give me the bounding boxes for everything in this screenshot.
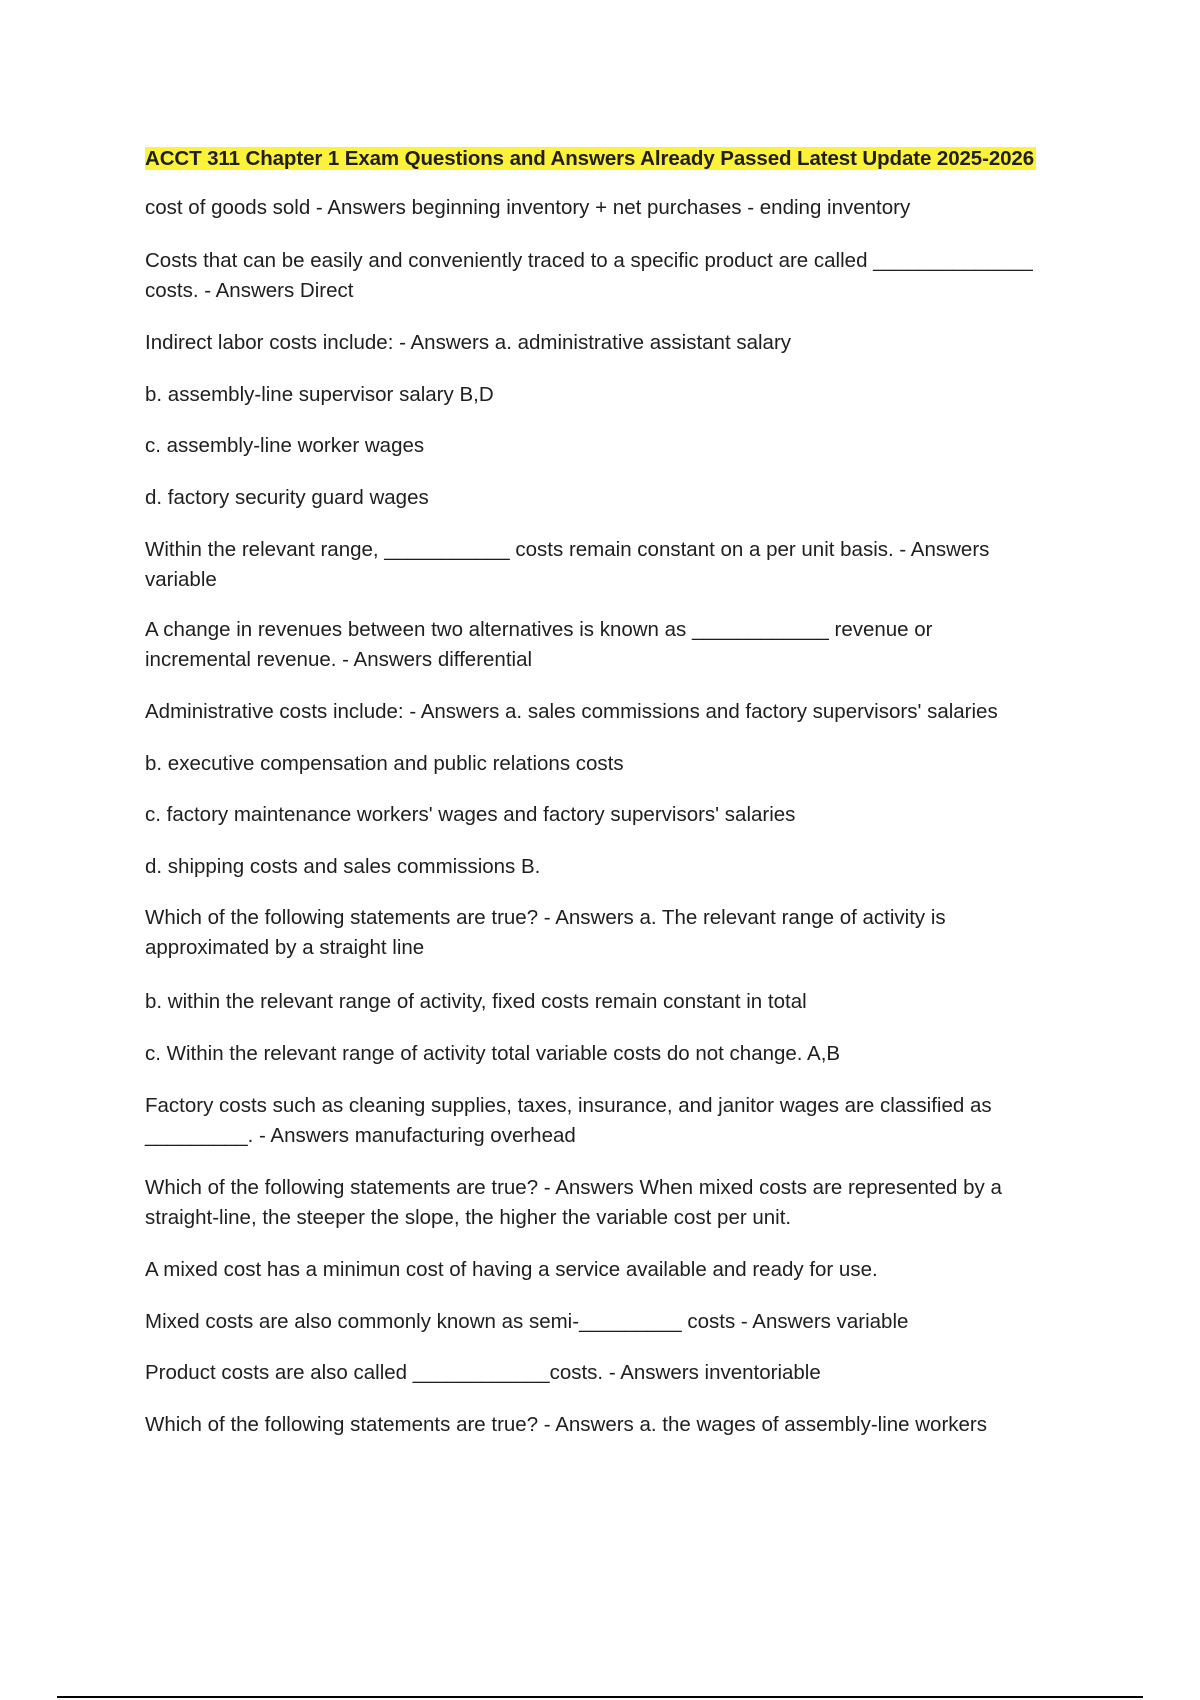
paragraph-line: variable	[145, 568, 217, 591]
paragraph-line: Product costs are also called ____________costs. - Answers inventoriable	[145, 1361, 821, 1384]
paragraph-line: Indirect labor costs include: - Answers a. administrative assistant salary	[145, 331, 792, 354]
paragraph-line: Costs that can be easily and conveniently traced to a specific product are called ______________	[145, 249, 1033, 272]
qa-option-line	[145, 749, 1085, 779]
paragraph-line: straight-line, the steeper the slope, the higher the variable cost per unit.	[145, 1206, 792, 1229]
paragraph-line: b. executive compensation and public relations costs	[145, 752, 624, 775]
document-title	[145, 145, 1036, 173]
qa-paragraph-true-statements-1	[145, 903, 1085, 963]
paragraph-line: costs. - Answers Direct	[145, 279, 354, 302]
qa-paragraph-direct-costs	[145, 246, 1085, 306]
paragraph-line: d. factory security guard wages	[145, 486, 429, 509]
paragraph-line: b. within the relevant range of activity, fixed costs remain constant in total	[145, 990, 807, 1013]
paragraph-line: Which of the following statements are true? - Answers a. the wages of assembly-line workers	[145, 1413, 988, 1436]
qa-paragraph-true-statements-3	[145, 1410, 1085, 1440]
qa-option-line	[145, 380, 1085, 410]
qa-paragraph-cogs	[145, 193, 1085, 223]
qa-option-line	[145, 483, 1085, 513]
qa-paragraph-factory-costs	[145, 1091, 1085, 1151]
paragraph-line: c. factory maintenance workers' wages and factory supervisors' salaries	[145, 803, 796, 826]
qa-option-line	[145, 987, 1085, 1017]
paragraph-line: A change in revenues between two alternatives is known as ____________ revenue or	[145, 618, 933, 641]
paragraph-line: c. assembly-line worker wages	[145, 434, 425, 457]
qa-paragraph-product-costs	[145, 1358, 1085, 1388]
qa-paragraph-administrative-costs	[145, 697, 1085, 727]
paragraph-line: Within the relevant range, ___________ costs remain constant on a per unit basis. - Answers	[145, 538, 990, 561]
qa-option-line	[145, 800, 1085, 830]
paragraph-line: Factory costs such as cleaning supplies, taxes, insurance, and janitor wages are classified as	[145, 1094, 992, 1117]
qa-paragraph-relevant-range	[145, 535, 1085, 595]
paragraph-line: Administrative costs include: - Answers a. sales commissions and factory supervisors' salaries	[145, 700, 998, 723]
paragraph-line: Mixed costs are also commonly known as semi-_________ costs - Answers variable	[145, 1310, 909, 1333]
paragraph-line: c. Within the relevant range of activity total variable costs do not change. A,B	[145, 1042, 841, 1065]
paragraph-line: cost of goods sold - Answers beginning inventory + net purchases - ending inventory	[145, 196, 911, 219]
qa-paragraph-differential-revenue	[145, 615, 1085, 675]
paragraph-line: b. assembly-line supervisor salary B,D	[145, 383, 494, 406]
paragraph-line: d. shipping costs and sales commissions B.	[145, 855, 541, 878]
qa-option-line	[145, 431, 1085, 461]
footer-rule	[57, 1696, 1143, 1698]
qa-option-line	[145, 852, 1085, 882]
paragraph-line: A mixed cost has a minimun cost of having a service available and ready for use.	[145, 1258, 878, 1281]
paragraph-line: incremental revenue. - Answers differential	[145, 648, 533, 671]
document-title-highlight: ACCT 311 Chapter 1 Exam Questions and Answers Already Passed Latest Update 2025-2026	[145, 147, 1035, 170]
qa-paragraph-indirect-labor	[145, 328, 1085, 358]
qa-paragraph-true-statements-2	[145, 1173, 1085, 1233]
paragraph-line: Which of the following statements are true? - Answers When mixed costs are represented by a	[145, 1176, 1002, 1199]
paragraph-line: _________. - Answers manufacturing overhead	[145, 1124, 576, 1147]
qa-option-line	[145, 1039, 1085, 1069]
qa-paragraph-semi-variable	[145, 1307, 1085, 1337]
qa-paragraph-mixed-cost	[145, 1255, 1085, 1285]
paragraph-line: Which of the following statements are true? - Answers a. The relevant range of activity is	[145, 906, 946, 929]
paragraph-line: approximated by a straight line	[145, 936, 425, 959]
